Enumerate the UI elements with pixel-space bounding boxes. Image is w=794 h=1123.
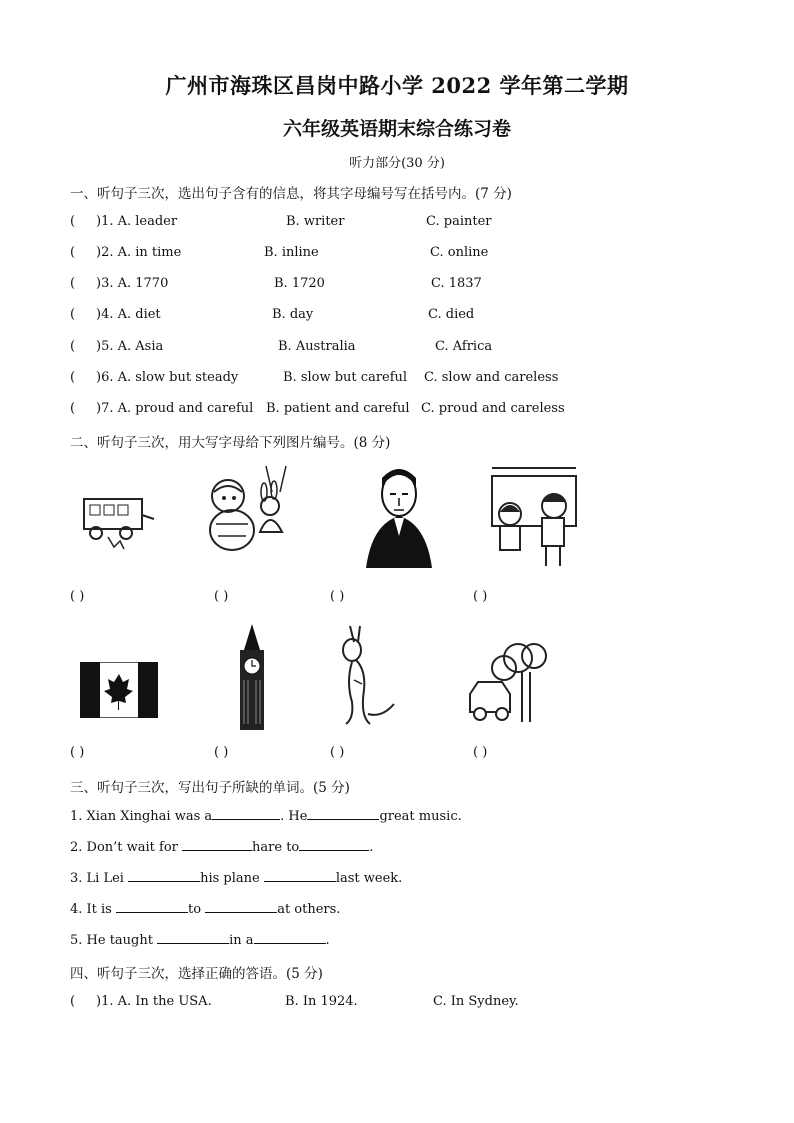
fill-blank-line bbox=[70, 869, 402, 886]
answer-bracket[interactable]: ( ) bbox=[70, 589, 85, 604]
option-a: )7. A. proud and careful bbox=[96, 401, 254, 416]
option-b: B. patient and careful bbox=[266, 401, 410, 416]
option-b: B. inline bbox=[264, 245, 319, 260]
line-text: . bbox=[325, 933, 330, 948]
line-text: last week. bbox=[335, 871, 403, 886]
section1-heading: 一、听句子三次，选出句子含有的信息，将其字母编号写在括号内。(7 分) bbox=[70, 186, 512, 202]
option-a: )6. A. slow but steady bbox=[96, 370, 239, 385]
bus-traffic-icon bbox=[78, 485, 158, 555]
option-c: C. Africa bbox=[435, 339, 493, 354]
line-text: 2. Don’t wait for bbox=[70, 840, 183, 855]
line-text: . bbox=[369, 840, 374, 855]
option-b: B. slow but careful bbox=[283, 370, 408, 385]
question-row bbox=[70, 401, 730, 419]
option-c: C. In Sydney. bbox=[433, 994, 519, 1009]
answer-bracket[interactable]: ( bbox=[70, 214, 76, 229]
option-b: B. 1720 bbox=[274, 276, 325, 291]
question-row bbox=[70, 276, 730, 294]
option-a: )2. A. in time bbox=[96, 245, 182, 260]
answer-bracket[interactable]: ( ) bbox=[473, 589, 488, 604]
answer-bracket[interactable]: ( bbox=[70, 994, 76, 1009]
option-a: )1. A. leader bbox=[96, 214, 178, 229]
line-text: 5. He taught bbox=[70, 933, 158, 948]
fill-blank-line bbox=[70, 931, 330, 948]
canada-flag-icon bbox=[80, 662, 158, 718]
option-a: )1. A. In the USA. bbox=[96, 994, 212, 1009]
option-c: C. slow and careless bbox=[424, 370, 559, 385]
kids-board-icon bbox=[488, 462, 584, 572]
answer-bracket[interactable]: ( bbox=[70, 370, 76, 385]
option-c: C. proud and careless bbox=[421, 401, 565, 416]
option-a: )3. A. 1770 bbox=[96, 276, 169, 291]
answer-blank[interactable] bbox=[157, 931, 229, 944]
option-a: )5. A. Asia bbox=[96, 339, 164, 354]
answer-blank[interactable] bbox=[205, 900, 277, 913]
answer-bracket[interactable]: ( bbox=[70, 245, 76, 260]
question-row bbox=[70, 214, 730, 232]
answer-bracket[interactable]: ( bbox=[70, 276, 76, 291]
line-text: hare to bbox=[252, 840, 300, 855]
answer-bracket[interactable]: ( bbox=[70, 339, 76, 354]
tortoise-rabbit-icon bbox=[200, 462, 300, 562]
question-row bbox=[70, 339, 730, 357]
section3-heading: 三、听句子三次，写出句子所缺的单词。(5 分) bbox=[70, 780, 350, 796]
question-row bbox=[70, 245, 730, 263]
answer-blank[interactable] bbox=[182, 838, 252, 851]
line-text: to bbox=[188, 902, 206, 917]
option-b: B. In 1924. bbox=[285, 994, 358, 1009]
section4-heading: 四、听句子三次，选择正确的答语。(5 分) bbox=[70, 966, 323, 982]
line-text: 1. Xian Xinghai was a bbox=[70, 809, 213, 824]
big-ben-icon bbox=[230, 624, 274, 730]
answer-bracket[interactable]: ( ) bbox=[330, 745, 345, 760]
option-c: C. online bbox=[430, 245, 489, 260]
line-text: at others. bbox=[277, 902, 341, 917]
answer-blank[interactable] bbox=[254, 931, 326, 944]
answer-bracket[interactable]: ( bbox=[70, 401, 76, 416]
fill-blank-line bbox=[70, 838, 373, 855]
option-c: C. died bbox=[428, 307, 475, 322]
option-a: )4. A. diet bbox=[96, 307, 161, 322]
answer-bracket[interactable]: ( ) bbox=[473, 745, 488, 760]
answer-blank[interactable] bbox=[307, 807, 379, 820]
answer-bracket[interactable]: ( ) bbox=[70, 745, 85, 760]
question-row bbox=[70, 370, 730, 388]
section2-heading: 二、听句子三次，用大写字母给下列图片编号。(8 分) bbox=[70, 435, 391, 451]
line-text: his plane bbox=[200, 871, 264, 886]
question-row bbox=[70, 994, 730, 1012]
car-tree-icon bbox=[466, 636, 556, 726]
line-text: 3. Li Lei bbox=[70, 871, 129, 886]
answer-bracket[interactable]: ( bbox=[70, 307, 76, 322]
kangaroo-icon bbox=[338, 622, 398, 732]
option-c: C. painter bbox=[426, 214, 492, 229]
answer-blank[interactable] bbox=[128, 869, 200, 882]
page-subtitle: 六年级英语期末综合练习卷 bbox=[282, 118, 511, 140]
answer-blank[interactable] bbox=[299, 838, 369, 851]
answer-blank[interactable] bbox=[212, 807, 280, 820]
fill-blank-line bbox=[70, 900, 340, 917]
answer-blank[interactable] bbox=[264, 869, 336, 882]
listening-section-label: 听力部分(30 分) bbox=[349, 156, 445, 171]
line-text: 4. It is bbox=[70, 902, 116, 917]
answer-bracket[interactable]: ( ) bbox=[330, 589, 345, 604]
answer-bracket[interactable]: ( ) bbox=[214, 589, 229, 604]
portrait-man-icon bbox=[364, 460, 434, 570]
option-b: B. Australia bbox=[278, 339, 356, 354]
line-text: great music. bbox=[379, 809, 462, 824]
page-title: 广州市海珠区昌岗中路小学 2022 学年第二学期 bbox=[165, 73, 629, 98]
fill-blank-line bbox=[70, 807, 462, 824]
option-b: B. writer bbox=[286, 214, 345, 229]
answer-blank[interactable] bbox=[116, 900, 188, 913]
answer-bracket[interactable]: ( ) bbox=[214, 745, 229, 760]
line-text: in a bbox=[229, 933, 254, 948]
line-text: . He bbox=[280, 809, 308, 824]
question-row bbox=[70, 307, 730, 325]
option-c: C. 1837 bbox=[431, 276, 482, 291]
option-b: B. day bbox=[272, 307, 314, 322]
